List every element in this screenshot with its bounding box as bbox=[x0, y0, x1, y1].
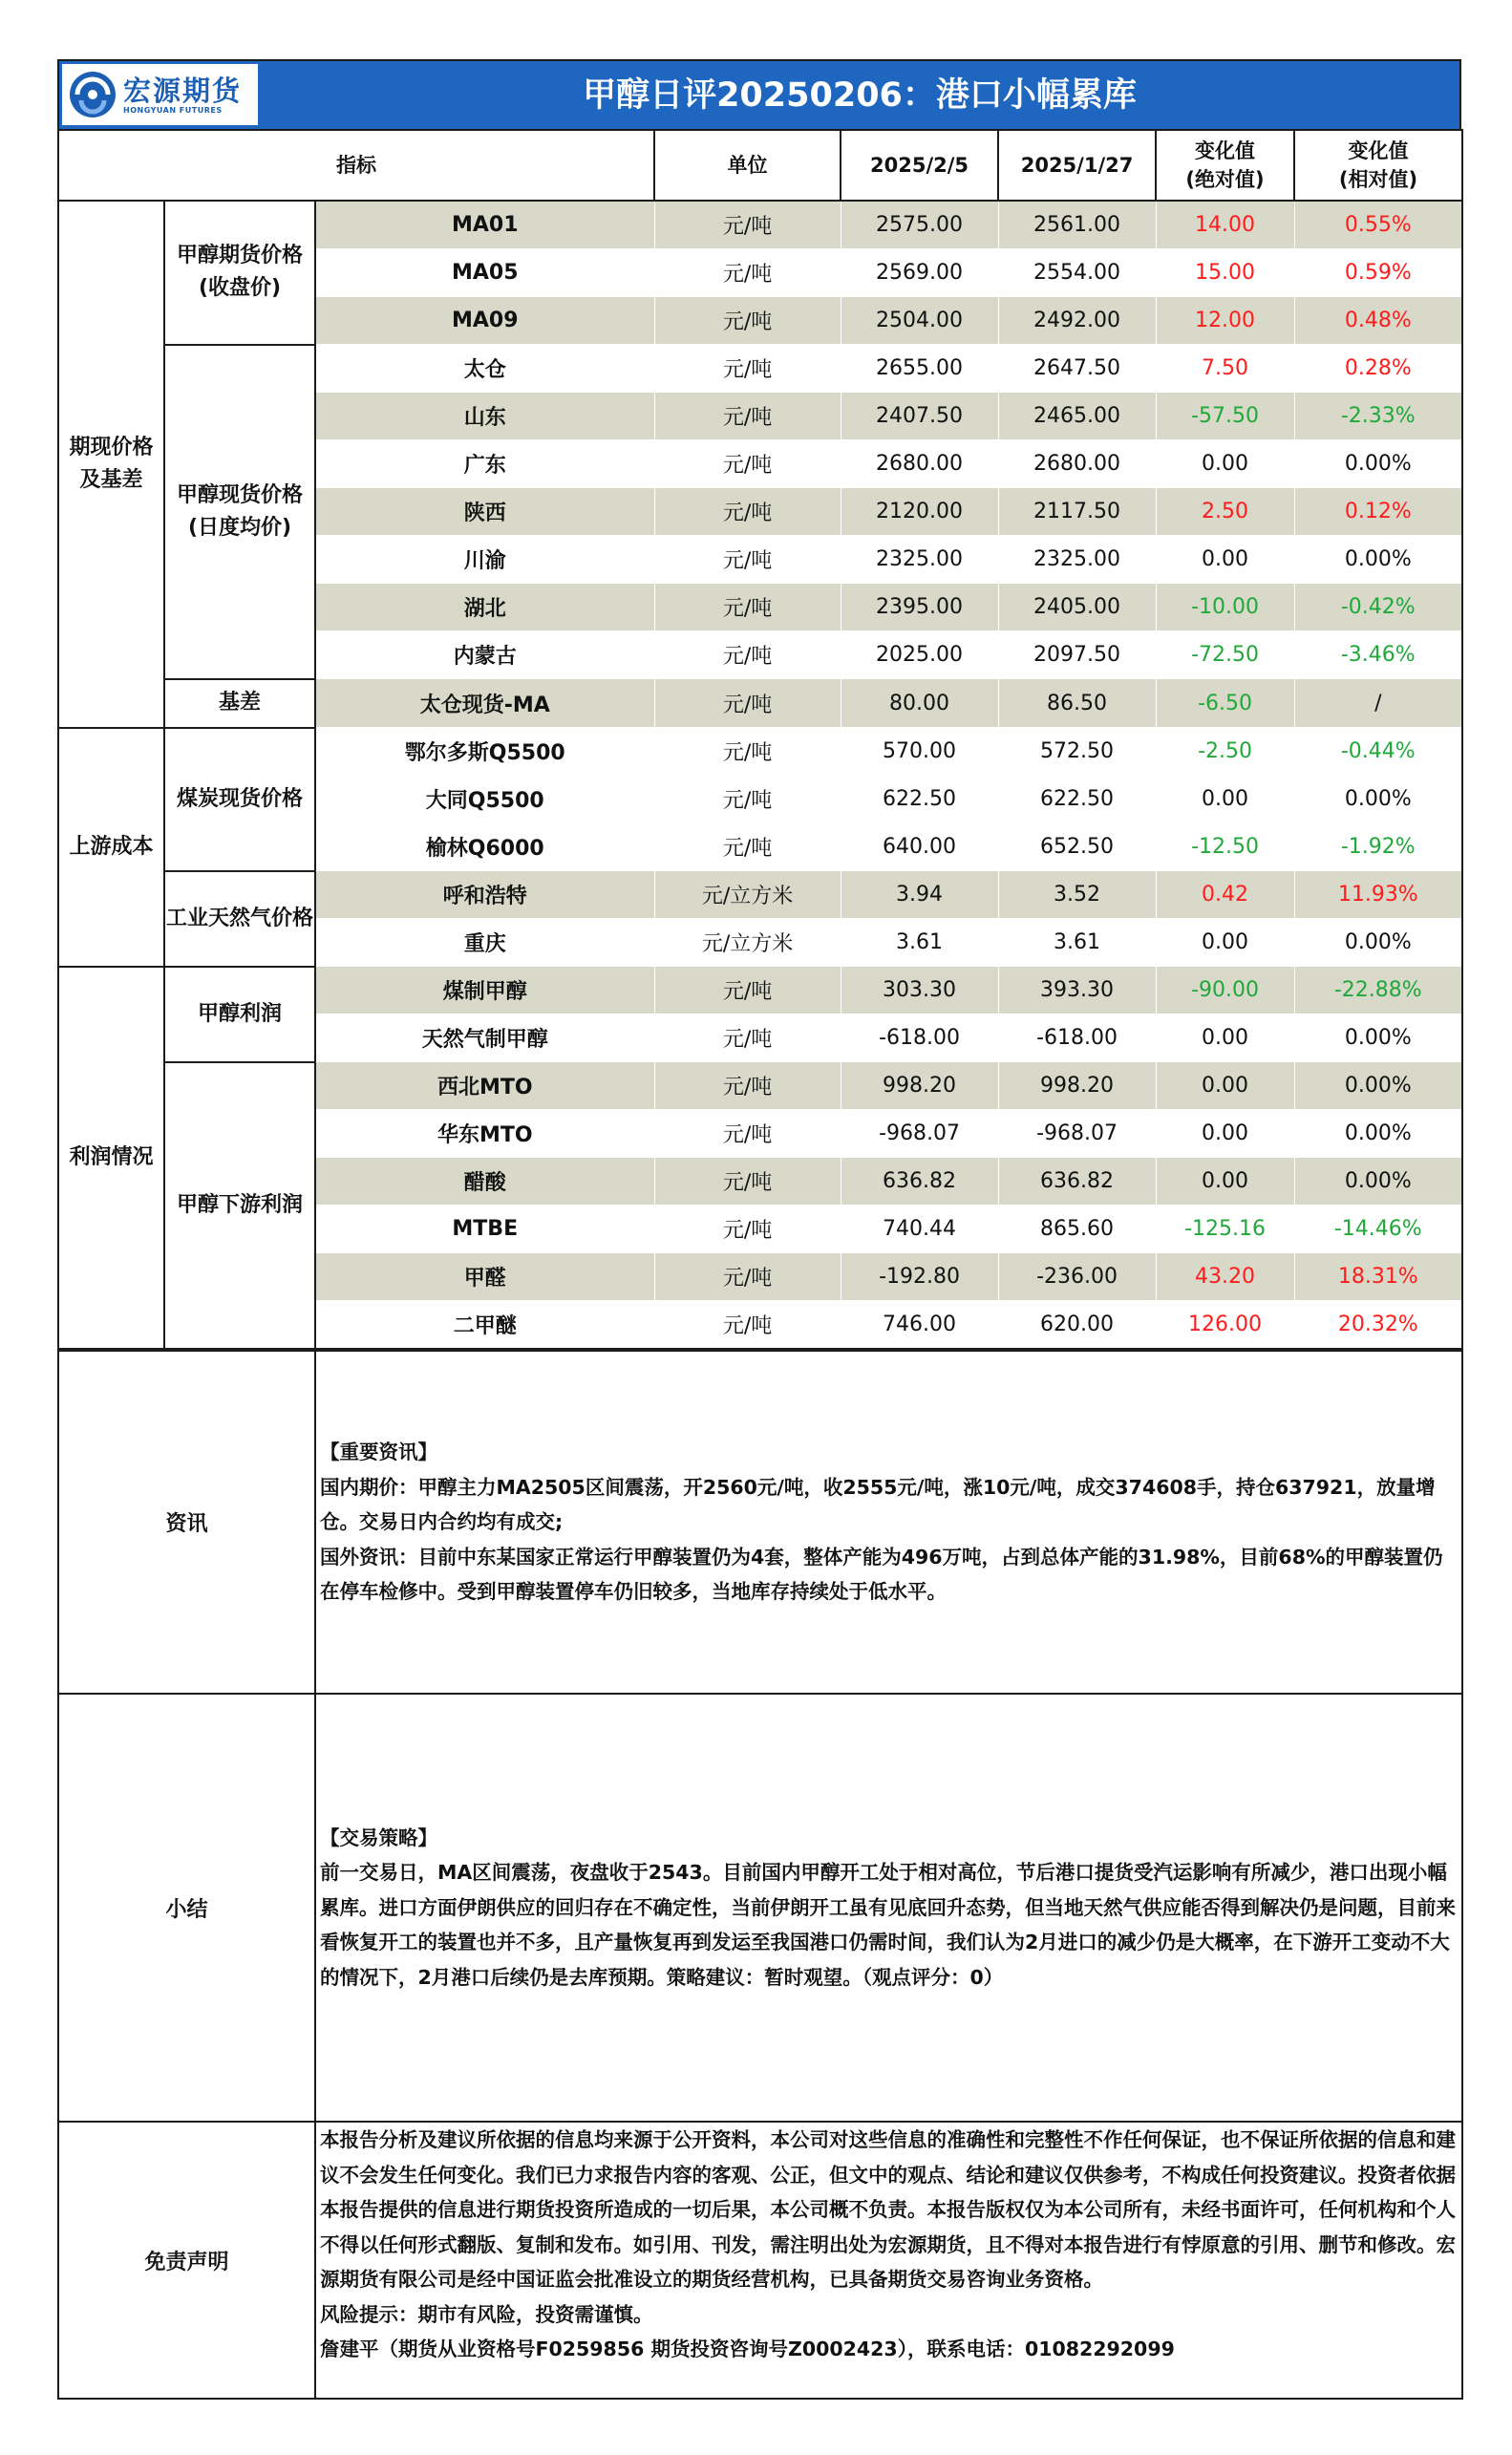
change-abs: -125.16 bbox=[1156, 1206, 1294, 1253]
value-date2: 572.50 bbox=[998, 728, 1156, 776]
change-rel: 0.00% bbox=[1294, 919, 1462, 967]
table-row bbox=[58, 1062, 1462, 1110]
unit-cell: 元/吨 bbox=[654, 1110, 841, 1158]
indicator-name: 呼和浩特 bbox=[315, 871, 654, 919]
header-date2: 2025/1/27 bbox=[998, 130, 1156, 201]
value-date2: 636.82 bbox=[998, 1158, 1156, 1206]
report-sheet bbox=[57, 59, 1461, 2400]
indicator-name: MA01 bbox=[315, 201, 654, 249]
value-date1: 746.00 bbox=[841, 1301, 998, 1350]
value-date1: 80.00 bbox=[841, 679, 998, 728]
table-header bbox=[58, 130, 1462, 201]
change-abs: -90.00 bbox=[1156, 967, 1294, 1014]
subgroup-label: 煤炭现货价格 bbox=[164, 728, 315, 871]
value-date1: 740.44 bbox=[841, 1206, 998, 1253]
unit-cell: 元/吨 bbox=[654, 249, 841, 297]
table-row bbox=[58, 345, 1462, 393]
value-date2: 622.50 bbox=[998, 776, 1156, 823]
header-chg-rel bbox=[1294, 130, 1462, 201]
subgroup-label: 甲醇下游利润 bbox=[164, 1062, 315, 1350]
summary-line: 【交易策略】 bbox=[320, 1825, 437, 1849]
header-unit: 单位 bbox=[654, 130, 841, 201]
change-rel: 0.00% bbox=[1294, 440, 1462, 488]
value-date2: -236.00 bbox=[998, 1253, 1156, 1301]
change-rel: -3.46% bbox=[1294, 631, 1462, 679]
indicator-name: 太仓现货-MA bbox=[315, 679, 654, 728]
disclaimer-content bbox=[315, 2122, 1462, 2399]
change-abs: 0.00 bbox=[1156, 1062, 1294, 1110]
indicator-name: 湖北 bbox=[315, 584, 654, 631]
indicator-name: 广东 bbox=[315, 440, 654, 488]
value-date1: 2325.00 bbox=[841, 536, 998, 584]
header-date1: 2025/2/5 bbox=[841, 130, 998, 201]
change-rel: 0.12% bbox=[1294, 488, 1462, 536]
summary-content bbox=[315, 1694, 1462, 2122]
change-rel: 0.59% bbox=[1294, 249, 1462, 297]
indicator-name: 二甲醚 bbox=[315, 1301, 654, 1350]
subgroup-label: 基差 bbox=[164, 679, 315, 728]
methanol-table bbox=[57, 129, 1463, 1350]
change-rel: -1.92% bbox=[1294, 823, 1462, 871]
unit-cell: 元/吨 bbox=[654, 584, 841, 631]
value-date1: 998.20 bbox=[841, 1062, 998, 1110]
change-abs: -6.50 bbox=[1156, 679, 1294, 728]
indicator-name: 甲醛 bbox=[315, 1253, 654, 1301]
value-date2: 2561.00 bbox=[998, 201, 1156, 249]
value-date2: 2325.00 bbox=[998, 536, 1156, 584]
change-rel: 0.55% bbox=[1294, 201, 1462, 249]
indicator-name: MTBE bbox=[315, 1206, 654, 1253]
value-date1: 622.50 bbox=[841, 776, 998, 823]
value-date2: -618.00 bbox=[998, 1014, 1156, 1062]
unit-cell: 元/吨 bbox=[654, 488, 841, 536]
subgroup-label-line: (收盘价) bbox=[198, 276, 282, 301]
value-date2: 3.61 bbox=[998, 919, 1156, 967]
change-rel: / bbox=[1294, 679, 1462, 728]
unit-cell: 元/吨 bbox=[654, 201, 841, 249]
indicator-name: MA05 bbox=[315, 249, 654, 297]
value-date1: 2025.00 bbox=[841, 631, 998, 679]
company-logo bbox=[62, 64, 258, 125]
value-date2: -968.07 bbox=[998, 1110, 1156, 1158]
change-rel: -0.44% bbox=[1294, 728, 1462, 776]
indicator-name: 醋酸 bbox=[315, 1158, 654, 1206]
change-rel: 0.00% bbox=[1294, 776, 1462, 823]
header-chg-rel-line2: (相对值) bbox=[1338, 168, 1418, 191]
value-date1: 2120.00 bbox=[841, 488, 998, 536]
value-date2: 393.30 bbox=[998, 967, 1156, 1014]
header-chg-abs bbox=[1156, 130, 1294, 201]
value-date1: 2569.00 bbox=[841, 249, 998, 297]
unit-cell: 元/吨 bbox=[654, 1158, 841, 1206]
news-content bbox=[315, 1351, 1462, 1694]
table-row bbox=[58, 679, 1462, 728]
change-abs: 7.50 bbox=[1156, 345, 1294, 393]
indicator-name: 重庆 bbox=[315, 919, 654, 967]
value-date2: 2554.00 bbox=[998, 249, 1156, 297]
unit-cell: 元/吨 bbox=[654, 536, 841, 584]
text-sections bbox=[57, 1350, 1463, 2400]
value-date1: 570.00 bbox=[841, 728, 998, 776]
group-label: 利润情况 bbox=[58, 967, 164, 1350]
change-abs: 0.00 bbox=[1156, 440, 1294, 488]
group-label-line: 及基差 bbox=[79, 467, 143, 492]
indicator-name: 大同Q5500 bbox=[315, 776, 654, 823]
header-chg-abs-line2: (绝对值) bbox=[1185, 168, 1265, 191]
value-date2: 2465.00 bbox=[998, 393, 1156, 440]
value-date1: 2680.00 bbox=[841, 440, 998, 488]
change-abs: 0.00 bbox=[1156, 1110, 1294, 1158]
unit-cell: 元/吨 bbox=[654, 1253, 841, 1301]
disclaimer-row bbox=[58, 2122, 1462, 2399]
change-rel: 0.00% bbox=[1294, 1110, 1462, 1158]
change-rel: 18.31% bbox=[1294, 1253, 1462, 1301]
change-abs: 12.00 bbox=[1156, 297, 1294, 345]
unit-cell: 元/吨 bbox=[654, 679, 841, 728]
unit-cell: 元/吨 bbox=[654, 631, 841, 679]
unit-cell: 元/吨 bbox=[654, 967, 841, 1014]
change-rel: 0.28% bbox=[1294, 345, 1462, 393]
header-chg-rel-line1: 变化值 bbox=[1348, 139, 1409, 162]
change-abs: -72.50 bbox=[1156, 631, 1294, 679]
value-date2: 86.50 bbox=[998, 679, 1156, 728]
change-abs: 126.00 bbox=[1156, 1301, 1294, 1350]
disclaimer-line: 本报告分析及建议所依据的信息均来源于公开资料，本公司对这些信息的准确性和完整性不作任何保证，也不保证所依据的信息和建议不会发生任何变化。我们已力求报告内容的客观、公正，但文中的观点、结论和建议仅供参考，不构成任何投资建议。投资者依据本报告提供的信息进行期货投资所造成的一切后果，本公司概不负责。本报告版权仅为本公司所有，未经书面许可，任何机构和个人不得以任何形式翻版、复制和发布。如引用、刊发，需注明出处为宏源期货，且不得对本报告进行有悖原意的引用、删节和修改。宏源期货有限公司是经中国证监会批准设立的期货经营机构，已具备期货交易咨询业务资格。 bbox=[320, 2128, 1456, 2291]
indicator-name: 川渝 bbox=[315, 536, 654, 584]
change-rel: 0.00% bbox=[1294, 536, 1462, 584]
value-date1: 2407.50 bbox=[841, 393, 998, 440]
value-date2: 2117.50 bbox=[998, 488, 1156, 536]
subgroup-label: 工业天然气价格 bbox=[164, 871, 315, 967]
value-date2: 620.00 bbox=[998, 1301, 1156, 1350]
news-row bbox=[58, 1351, 1462, 1694]
value-date1: -968.07 bbox=[841, 1110, 998, 1158]
disclaimer-line: 詹建平（期货从业资格号F0259856 期货投资咨询号Z0002423），联系电话：01082292099 bbox=[320, 2338, 1175, 2360]
value-date2: 2492.00 bbox=[998, 297, 1156, 345]
value-date2: 2405.00 bbox=[998, 584, 1156, 631]
change-abs: 14.00 bbox=[1156, 201, 1294, 249]
value-date1: 2395.00 bbox=[841, 584, 998, 631]
logo-name-en: HONGYUAN FUTURES bbox=[123, 105, 223, 115]
disclaimer-line: 风险提示：期市有风险，投资需谨慎。 bbox=[320, 2302, 653, 2326]
subgroup-label-line: (日度均价) bbox=[187, 515, 292, 540]
change-rel: 0.00% bbox=[1294, 1014, 1462, 1062]
table-row bbox=[58, 201, 1462, 249]
indicator-name: 天然气制甲醇 bbox=[315, 1014, 654, 1062]
unit-cell: 元/吨 bbox=[654, 728, 841, 776]
change-abs: 0.00 bbox=[1156, 919, 1294, 967]
indicator-name: 榆林Q6000 bbox=[315, 823, 654, 871]
change-abs: 0.00 bbox=[1156, 1158, 1294, 1206]
logo-name-cn: 宏源期货 bbox=[123, 74, 243, 107]
indicator-name: 煤制甲醇 bbox=[315, 967, 654, 1014]
table-row bbox=[58, 967, 1462, 1014]
change-rel: 0.00% bbox=[1294, 1158, 1462, 1206]
summary-row bbox=[58, 1694, 1462, 2122]
indicator-name: 陕西 bbox=[315, 488, 654, 536]
unit-cell: 元/吨 bbox=[654, 823, 841, 871]
news-line: 【重要资讯】 bbox=[320, 1441, 437, 1464]
change-rel: 0.00% bbox=[1294, 1062, 1462, 1110]
summary-label: 小结 bbox=[58, 1694, 315, 2122]
unit-cell: 元/吨 bbox=[654, 1206, 841, 1253]
change-abs: -10.00 bbox=[1156, 584, 1294, 631]
summary-line: 前一交易日，MA区间震荡，夜盘收于2543。目前国内甲醇开工处于相对高位，节后港口提货受汽运影响有所减少，港口出现小幅累库。进口方面伊朗供应的回归存在不确定性，当前伊朗开工虽有见底回升态势，但当地天然气供应能否得到解决仍是问题，目前来看恢复开工的装置也并不多，且产量恢复再到发运至我国港口仍需时间，我们认为2月进口的减少仍是大概率，在下游开工变动不大的情况下，2月港口后续仍是去库预期。策略建议：暂时观望。（观点评分：0） bbox=[320, 1861, 1456, 1989]
value-date1: 303.30 bbox=[841, 967, 998, 1014]
change-abs: 0.00 bbox=[1156, 776, 1294, 823]
disclaimer-label: 免责声明 bbox=[58, 2122, 315, 2399]
value-date1: 2655.00 bbox=[841, 345, 998, 393]
unit-cell: 元/吨 bbox=[654, 1014, 841, 1062]
subgroup-label: 甲醇利润 bbox=[164, 967, 315, 1062]
change-abs: 15.00 bbox=[1156, 249, 1294, 297]
change-rel: 11.93% bbox=[1294, 871, 1462, 919]
subgroup-label bbox=[164, 201, 315, 345]
group-label bbox=[58, 201, 164, 728]
subgroup-label-line: 甲醇期货价格 bbox=[176, 244, 303, 268]
report-title: 甲醇日评20250206：港口小幅累库 bbox=[583, 76, 1137, 115]
indicator-name: 内蒙古 bbox=[315, 631, 654, 679]
value-date1: 2575.00 bbox=[841, 201, 998, 249]
news-line: 国内期价：甲醇主力MA2505区间震荡，开2560元/吨，收2555元/吨，涨10元/吨，成交374608手，持仓637921，放量增仓。交易日内合约均有成交; bbox=[320, 1475, 1436, 1534]
indicator-name: 鄂尔多斯Q5500 bbox=[315, 728, 654, 776]
indicator-name: 山东 bbox=[315, 393, 654, 440]
indicator-name: 西北MTO bbox=[315, 1062, 654, 1110]
value-date1: 2504.00 bbox=[841, 297, 998, 345]
value-date1: 3.61 bbox=[841, 919, 998, 967]
change-abs: 2.50 bbox=[1156, 488, 1294, 536]
change-rel: -0.42% bbox=[1294, 584, 1462, 631]
subgroup-label bbox=[164, 345, 315, 679]
header-chg-abs-line1: 变化值 bbox=[1195, 139, 1256, 162]
unit-cell: 元/吨 bbox=[654, 297, 841, 345]
unit-cell: 元/吨 bbox=[654, 1301, 841, 1350]
value-date1: 3.94 bbox=[841, 871, 998, 919]
value-date2: 998.20 bbox=[998, 1062, 1156, 1110]
unit-cell: 元/吨 bbox=[654, 1062, 841, 1110]
unit-cell: 元/吨 bbox=[654, 776, 841, 823]
unit-cell: 元/立方米 bbox=[654, 919, 841, 967]
unit-cell: 元/吨 bbox=[654, 393, 841, 440]
table-row bbox=[58, 728, 1462, 776]
change-rel: -2.33% bbox=[1294, 393, 1462, 440]
change-abs: 0.00 bbox=[1156, 536, 1294, 584]
group-label: 上游成本 bbox=[58, 728, 164, 967]
change-abs: 0.42 bbox=[1156, 871, 1294, 919]
indicator-name: MA09 bbox=[315, 297, 654, 345]
change-abs: 0.00 bbox=[1156, 1014, 1294, 1062]
value-date1: -618.00 bbox=[841, 1014, 998, 1062]
news-label: 资讯 bbox=[58, 1351, 315, 1694]
change-abs: -12.50 bbox=[1156, 823, 1294, 871]
unit-cell: 元/吨 bbox=[654, 345, 841, 393]
title-banner bbox=[57, 59, 1461, 129]
change-abs: -2.50 bbox=[1156, 728, 1294, 776]
news-line: 国外资讯：目前中东某国家正常运行甲醇装置仍为4套，整体产能为496万吨，占到总体产能的31.98%，目前68%的甲醇装置仍在停车检修中。受到甲醇装置停车仍旧较多，当地库存持续处于低水平。 bbox=[320, 1545, 1443, 1604]
value-date1: 636.82 bbox=[841, 1158, 998, 1206]
value-date2: 2097.50 bbox=[998, 631, 1156, 679]
change-rel: 0.48% bbox=[1294, 297, 1462, 345]
unit-cell: 元/吨 bbox=[654, 440, 841, 488]
table-row bbox=[58, 871, 1462, 919]
value-date2: 2647.50 bbox=[998, 345, 1156, 393]
group-label-line: 期现价格 bbox=[69, 435, 154, 459]
hongyuan-logo-icon bbox=[68, 70, 117, 119]
unit-cell: 元/立方米 bbox=[654, 871, 841, 919]
indicator-name: 太仓 bbox=[315, 345, 654, 393]
subgroup-label-line: 甲醇现货价格 bbox=[176, 482, 303, 507]
value-date2: 3.52 bbox=[998, 871, 1156, 919]
indicator-name: 华东MTO bbox=[315, 1110, 654, 1158]
value-date2: 652.50 bbox=[998, 823, 1156, 871]
header-indicator: 指标 bbox=[58, 130, 654, 201]
value-date2: 2680.00 bbox=[998, 440, 1156, 488]
value-date1: -192.80 bbox=[841, 1253, 998, 1301]
value-date2: 865.60 bbox=[998, 1206, 1156, 1253]
change-rel: -14.46% bbox=[1294, 1206, 1462, 1253]
change-abs: 43.20 bbox=[1156, 1253, 1294, 1301]
value-date1: 640.00 bbox=[841, 823, 998, 871]
change-abs: -57.50 bbox=[1156, 393, 1294, 440]
change-rel: 20.32% bbox=[1294, 1301, 1462, 1350]
change-rel: -22.88% bbox=[1294, 967, 1462, 1014]
